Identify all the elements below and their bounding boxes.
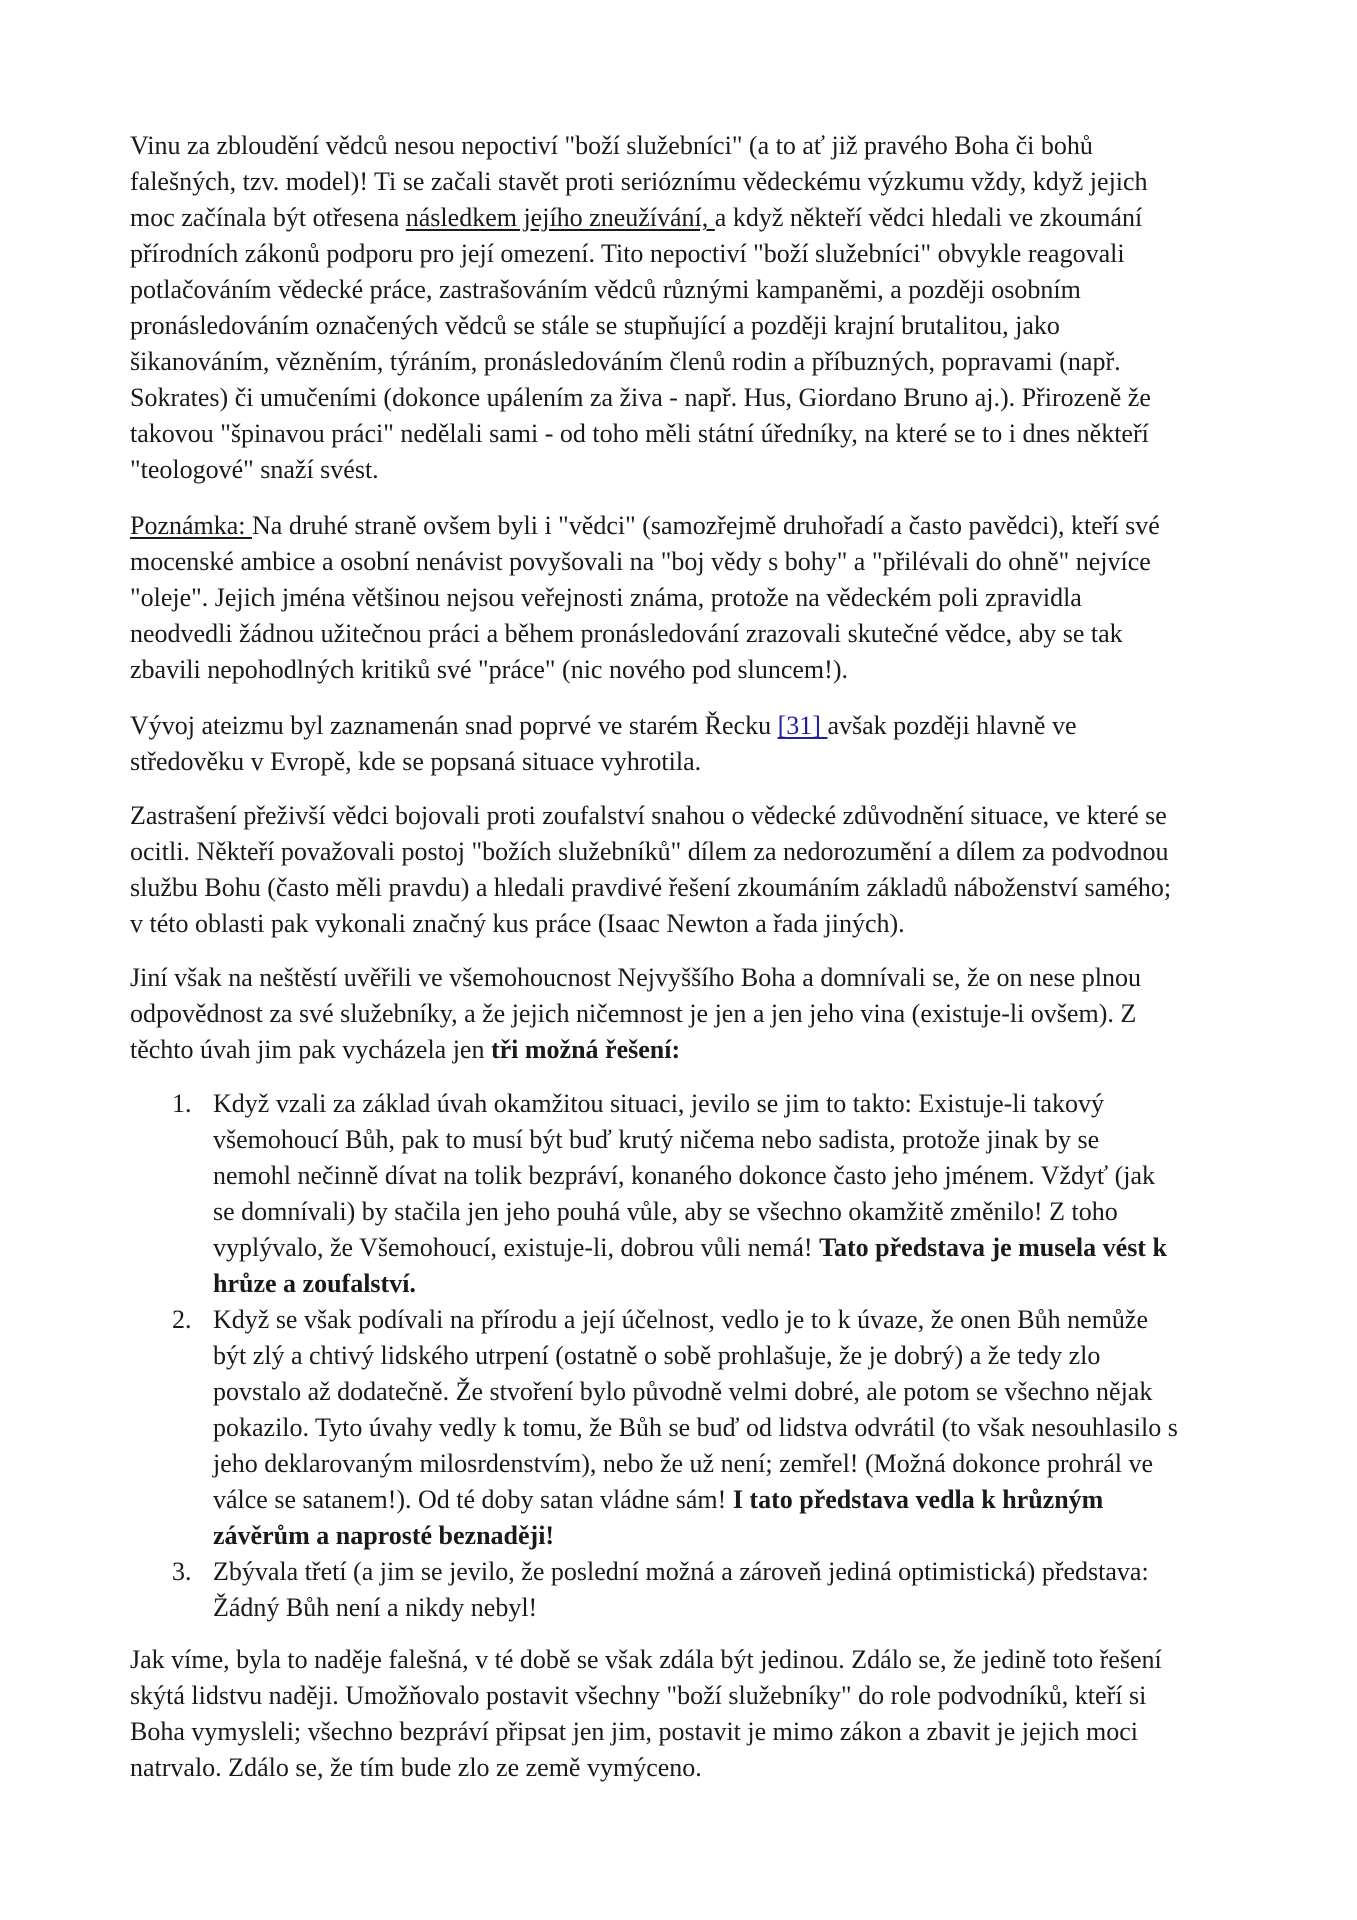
text-line (213, 1230, 1167, 1266)
bold-phrase: Tato představa je musela vést k (819, 1233, 1167, 1262)
text-line (130, 708, 1077, 744)
text-line: přírodních zákonů podporu pro její omezení. Tito nepoctiví "boží služebníci" obvykle reagovali (130, 239, 1125, 268)
text-line: povstalo až dodatečně. Že stvoření bylo původně velmi dobré, ale potom se všechno nějak (213, 1377, 1153, 1406)
text-line (130, 200, 1142, 236)
text-line: Zbývala třetí (a jim se jevilo, že poslední možná a zároveň jediná optimistická) představa: (213, 1557, 1149, 1586)
text-line: Zastrašení přeživší vědci bojovali proti zoufalství snahou o vědecké zdůvodnění situace, ve které se (130, 801, 1167, 830)
bold-phrase: hrůze a zoufalství. (213, 1269, 416, 1298)
text-line: odpovědnost za své služebníky, a že jejich ničemnost je jen a jen jeho vina (existuje-li ovšem). Z (130, 999, 1137, 1028)
text-line: pokazilo. Tyto úvahy vedly k tomu, že Bůh se buď od lidstva odvrátil (to však nesouhlasilo s (213, 1413, 1178, 1442)
bold-phrase: závěrům a naprosté beznaději! (213, 1521, 555, 1550)
text-line: nemohl nečinně dívat na tolik bezpráví, konaného dokonce často jeho jménem. Vždyť (jak (213, 1161, 1156, 1190)
text-line: středověku v Evropě, kde se popsaná situace vyhrotila. (130, 747, 702, 776)
list-number: 3. (172, 1557, 192, 1586)
text-line: jeho deklarovaným milosrdenstvím), nebo že už není; zemřel! (Možná dokonce prohrál ve (213, 1449, 1154, 1478)
citation-link[interactable]: [31] (777, 711, 828, 740)
text-span: moc začínala být otřesena (130, 203, 406, 232)
text-line: Boha vymysleli; všechno bezpráví připsat jen jim, postavit je mimo zákon a zbavit je jejich moci (130, 1717, 1138, 1746)
text-line: falešných, tzv. model)! Ti se začali stavět proti serióznímu vědeckému výzkumu vždy, když jejich (130, 167, 1148, 196)
text-span: Na druhé straně ovšem byli i "vědci" (samozřejmě druhořadí a často pavědci), kteří své (252, 511, 1160, 540)
text-line (130, 1032, 680, 1068)
text-line: Když se však podívali na přírodu a její účelnost, vedlo je to k úvaze, že onen Bůh nemůže (213, 1305, 1148, 1334)
text-line: Když vzali za základ úvah okamžitou situaci, jevilo se jim to takto: Existuje-li takový (213, 1089, 1104, 1118)
text-line: ocitli. Někteří považovali postoj "božích služebníků" dílem za nedorozumění a dílem za podvodnou (130, 837, 1169, 866)
text-span: a když někteří vědci hledali ve zkoumání (714, 203, 1143, 232)
bold-phrase: I tato představa vedla k hrůzným (732, 1485, 1104, 1514)
text-line: natrvalo. Zdálo se, že tím bude zlo ze země vymýceno. (130, 1753, 702, 1782)
text-line: "oleje". Jejich jména většinou nejsou veřejnosti známa, protože na vědeckém poli zpravidla (130, 583, 1082, 612)
text-line: pronásledováním označených vědců se stále se stupňující a později krajní brutalitou, jako (130, 311, 1060, 340)
text-span: těchto úvah jim pak vycházela jen (130, 1035, 491, 1064)
text-line: šikanováním, vězněním, týráním, pronásledováním členů rodin a příbuzných, popravami (např. (130, 347, 1121, 376)
text-span: vyplývalo, že Všemohoucí, existuje-li, dobrou vůli nemá! (213, 1233, 820, 1262)
note-label: Poznámka: (130, 511, 253, 540)
text-span: Vývoj ateizmu byl zaznamenán snad poprvé ve starém Řecku (130, 711, 778, 740)
text-line: Vinu za zbloudění vědců nesou nepoctiví "boží služebníci" (a to ať již pravého Boha či bohů (130, 131, 1093, 160)
text-line: "teologové" snaží svést. (130, 455, 379, 484)
text-line: v této oblasti pak vykonali značný kus práce (Isaac Newton a řada jiných). (130, 909, 905, 938)
text-line: skýtá lidstvu naději. Umožňovalo postavit všechny "boží služebníky" do role podvodníků, kteří si (130, 1681, 1147, 1710)
list-number: 2. (172, 1305, 192, 1334)
text-line: potlačováním vědecké práce, zastrašováním vědců různými kampaněmi, a později osobním (130, 275, 1081, 304)
text-line: Žádný Bůh není a nikdy nebyl! (213, 1593, 538, 1622)
bold-phrase: tři možná řešení: (490, 1035, 681, 1064)
text-line: mocenské ambice a osobní nenávist povyšovali na "boj vědy s bohy" a "přilévali do ohně" nejvíce (130, 547, 1151, 576)
text-line: se domnívali) by stačila jen jeho pouhá vůle, aby se všechno okamžitě změnilo! Z toho (213, 1197, 1118, 1226)
list-number: 1. (172, 1089, 192, 1118)
text-line (213, 1482, 1103, 1518)
text-line (130, 508, 1160, 544)
text-line: všemohoucí Bůh, pak to musí být buď krutý ničema nebo sadista, protože jinak by se (213, 1125, 1100, 1154)
text-span: avšak později hlavně ve (827, 711, 1077, 740)
text-line: takovou "špinavou práci" nedělali sami - od toho měli státní úředníky, na které se to i dnes někteří (130, 419, 1149, 448)
text-line: službu Bohu (často měli pravdu) a hledali pravdivé řešení zkoumáním základů náboženství samého; (130, 873, 1172, 902)
text-line: zbavili nepohodlných kritiků své "práce" (nic nového pod sluncem!). (130, 655, 848, 684)
text-line: Jak víme, byla to naděje falešná, v té době se však zdála být jedinou. Zdálo se, že jedině toto řešení (130, 1645, 1162, 1674)
underlined-phrase: následkem jejího zneužívání, (405, 203, 715, 232)
text-span: válce se satanem!). Od té doby satan vládne sám! (213, 1485, 733, 1514)
text-line: být zlý a chtivý lidského utrpení (ostatně o sobě prohlašuje, že je dobrý) a že tedy zlo (213, 1341, 1101, 1370)
text-line: Jiní však na neštěstí uvěřili ve všemohoucnost Nejvyššího Boha a domnívali se, že on nese plnou (130, 963, 1141, 992)
text-line: Sokrates) či umučeními (dokonce upálením za živa - např. Hus, Giordano Bruno aj.). Přirozeně že (130, 383, 1151, 412)
text-line: neodvedli žádnou užitečnou práci a během pronásledování zrazovali skutečné vědce, aby se tak (130, 619, 1123, 648)
